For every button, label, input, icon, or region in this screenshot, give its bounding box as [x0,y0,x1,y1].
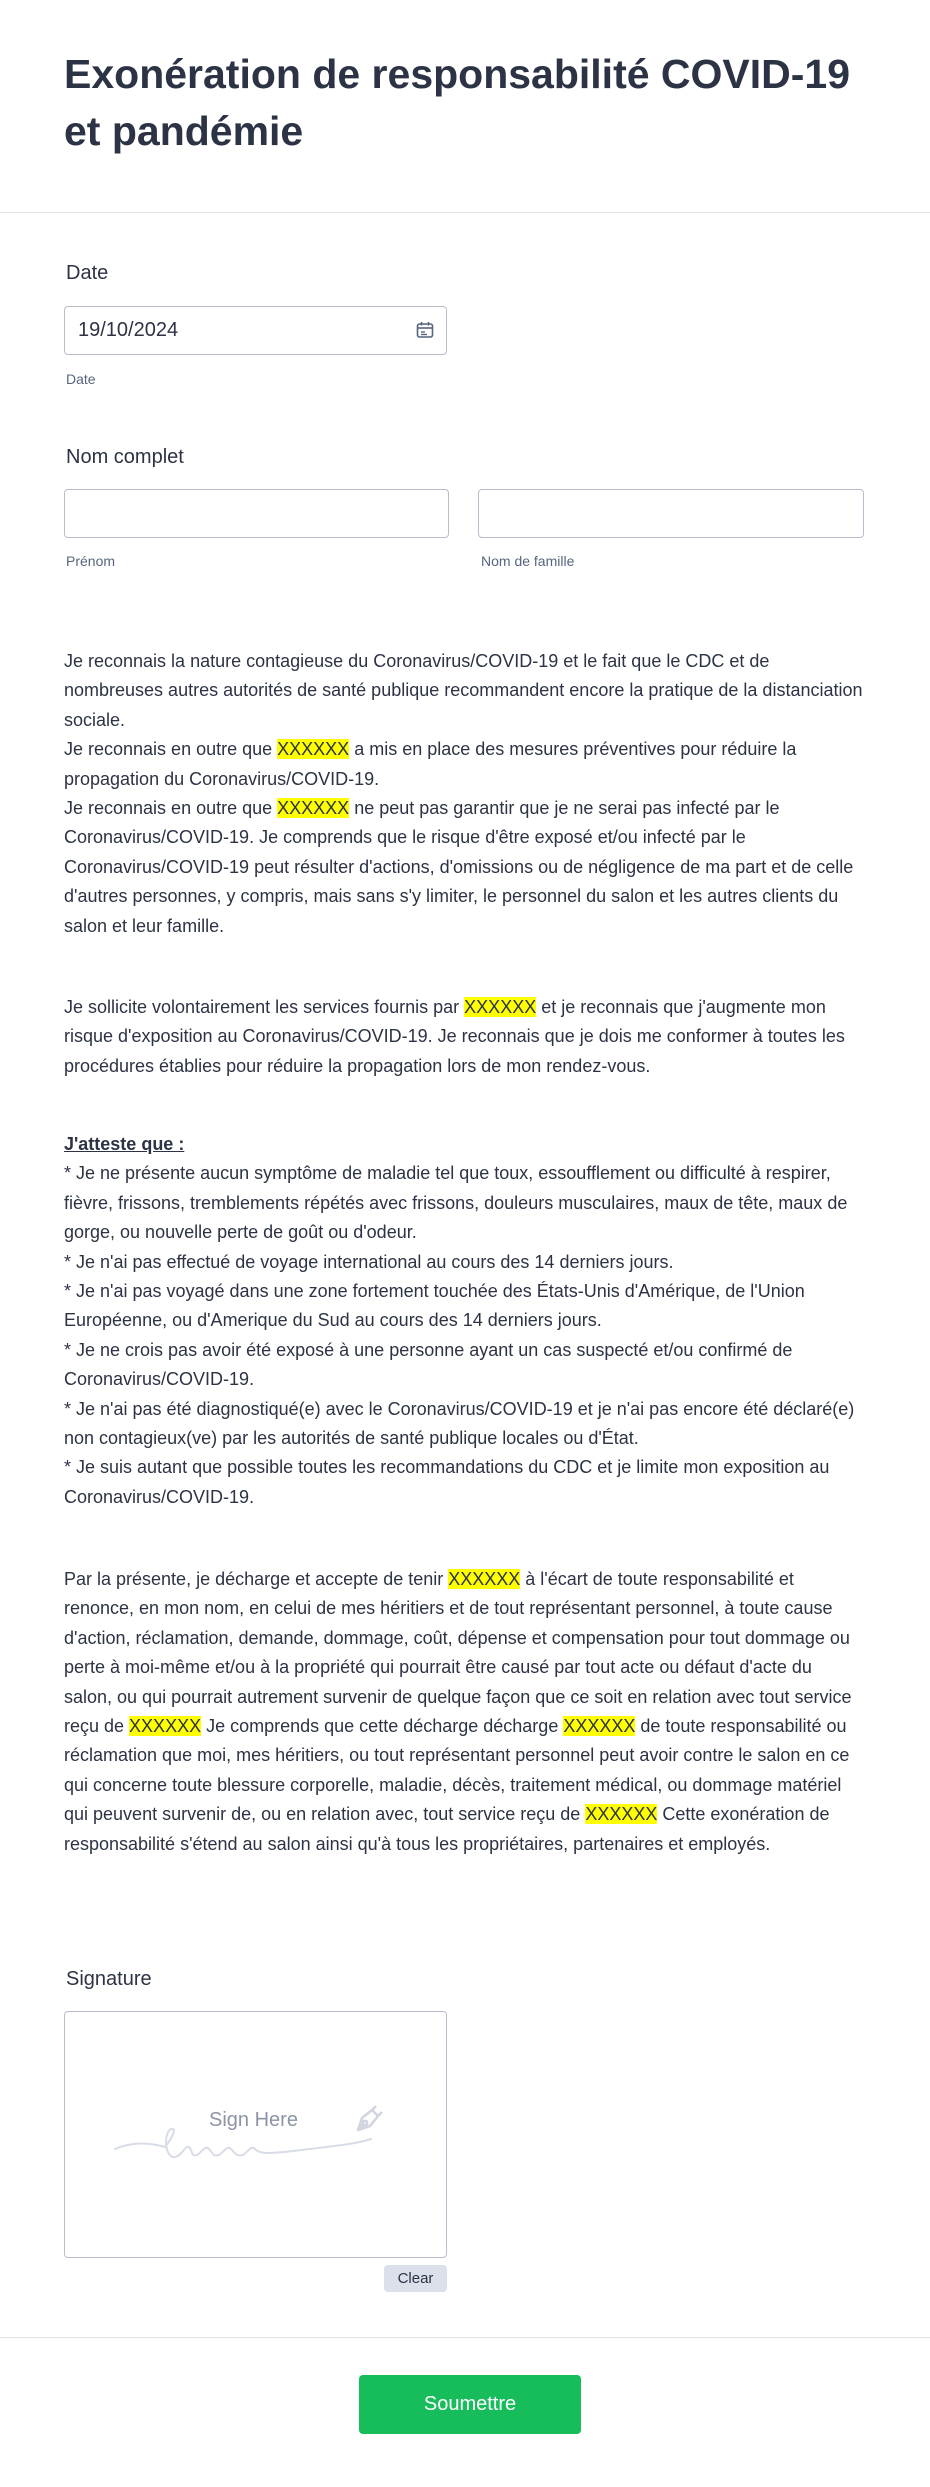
attestation-section [64,1130,864,1512]
footer-divider [0,2337,930,2338]
business-name-placeholder: XXXXXX [563,1716,636,1737]
ack-line-2-end: a mis en place des mesures préventives pour réduire la propagation du Coronavirus/COVID-19. [64,739,797,789]
form-title: Exonération de responsabilité COVID-19 et pandémie [64,51,851,154]
service-text-start: Je sollicite volontairement les services fournis par [64,997,465,1017]
ack-line-3-start: Je reconnais en outre que [64,798,278,819]
attestation-item: * Je ne crois pas avoir été exposé à une personne ayant un cas suspecté et/ou confirmé de Coronavirus/COVID-19. [64,1339,793,1390]
attestation-item: * Je n'ai pas voyagé dans une zone fortement touchée des États-Unis d'Amérique, de l'Union Européenne, ou d'Amerique du Sud au cours des 14 derniers jours. [64,1281,805,1331]
business-name-placeholder: XXXXXX [277,798,350,819]
signature-label: Signature [66,1968,152,1990]
clear-signature-button[interactable]: Clear [384,2265,447,2292]
release-text: à l'écart de toute responsabilité et renonce, en mon nom, en celui de mes héritiers et de tout représentant personnel, à toute cause d'action, réclamation, demande, dommage, coût, dépense et compensation pour tout dommage ou perte à moi-même et/ou à la propriété qui pourrait être causé par tout acte ou défaut d'acte du salon, ou qui pourrait autrement survenir de quelque façon que ce soit en relation avec tout service reçu de [64,1569,852,1737]
date-input[interactable] [64,306,447,355]
release-text: Par la présente, je décharge et accepte de tenir [64,1569,449,1589]
last-name-input[interactable] [478,489,864,538]
submit-button[interactable]: Soumettre [359,2375,581,2434]
last-name-sublabel: Nom de famille [481,553,575,569]
signature-placeholder: Sign Here [209,2109,298,2131]
business-name-placeholder: XXXXXX [448,1569,521,1589]
ack-line-2-start: Je reconnais en outre que [64,739,278,760]
attestation-item: * Je n'ai pas effectué de voyage international au cours des 14 derniers jours. [64,1251,674,1272]
full-name-label: Nom complet [66,446,184,468]
date-value: 19/10/2024 [78,319,179,341]
service-request-paragraph [64,993,864,1081]
attestation-heading: J'atteste que : [64,1134,185,1154]
first-name-sublabel: Prénom [66,553,116,569]
form-header [0,0,930,213]
attestation-item: * Je suis autant que possible toutes les recommandations du CDC et je limite mon exposition au Coronavirus/COVID-19. [64,1457,830,1507]
business-name-placeholder: XXXXXX [464,997,537,1017]
release-text: Cette exonération de responsabilité s'étend au salon ainsi qu'à tous les propriétaires, partenaires et employés. [64,1804,830,1854]
service-text-end: et je reconnais que j'augmente mon risque d'exposition au Coronavirus/COVID-19. Je reconnais que je dois me conformer à toutes les procédures établies pour réduire la propagation lors de mon rendez-vous. [64,997,845,1076]
attestation-item: * Je n'ai pas été diagnostiqué(e) avec le Coronavirus/COVID-19 et je n'ai pas encore été déclaré(e) non contagieux(ve) par les autorités de santé publique locales ou d'État. [64,1398,855,1449]
release-paragraph [64,1565,864,1859]
first-name-input[interactable] [64,489,449,538]
acknowledgement-paragraph [64,647,864,941]
ack-line-3-end: ne peut pas garantir que je ne serai pas infecté par le Coronavirus/COVID-19. Je comprends que le risque d'être exposé et/ou infecté par le Coronavirus/COVID-19 peut résulter d'actions, d'omissions ou de négligence de ma part et de celle d'autres personnes, y compris, mais sans s'y limiter, le personnel du salon et les autres clients du salon et leur famille. [64,798,854,936]
date-sublabel: Date [66,371,96,387]
date-label: Date [66,262,109,284]
business-name-placeholder: XXXXXX [585,1804,658,1825]
ack-line-1: Je reconnais la nature contagieuse du Coronavirus/COVID-19 et le fait que le CDC et de nombreuses autres autorités de santé publique recommandent encore la pratique de la distanciation sociale. [64,651,863,730]
signature-pad[interactable] [64,2011,447,2258]
business-name-placeholder: XXXXXX [277,739,350,760]
calendar-icon[interactable] [416,321,434,339]
attestation-item: * Je ne présente aucun symptôme de maladie tel que toux, essoufflement ou difficulté à respirer, fièvre, frissons, tremblements répétés avec frissons, douleurs musculaires, maux de tête, maux de gorge, ou nouvelle perte de goût ou d'odeur. [64,1163,848,1243]
release-text: de toute responsabilité ou réclamation que moi, mes héritiers, ou tout représentant personnel peut avoir contre le salon en ce qui concerne toute blessure corporelle, maladie, décès, traitement médical, ou dommage matériel qui peuvent survenir de, ou en relation avec, tout service reçu de [64,1716,850,1825]
release-text: Je comprends que cette décharge décharge [201,1716,564,1737]
business-name-placeholder: XXXXXX [129,1716,202,1737]
pen-nib-icon [350,2100,388,2138]
